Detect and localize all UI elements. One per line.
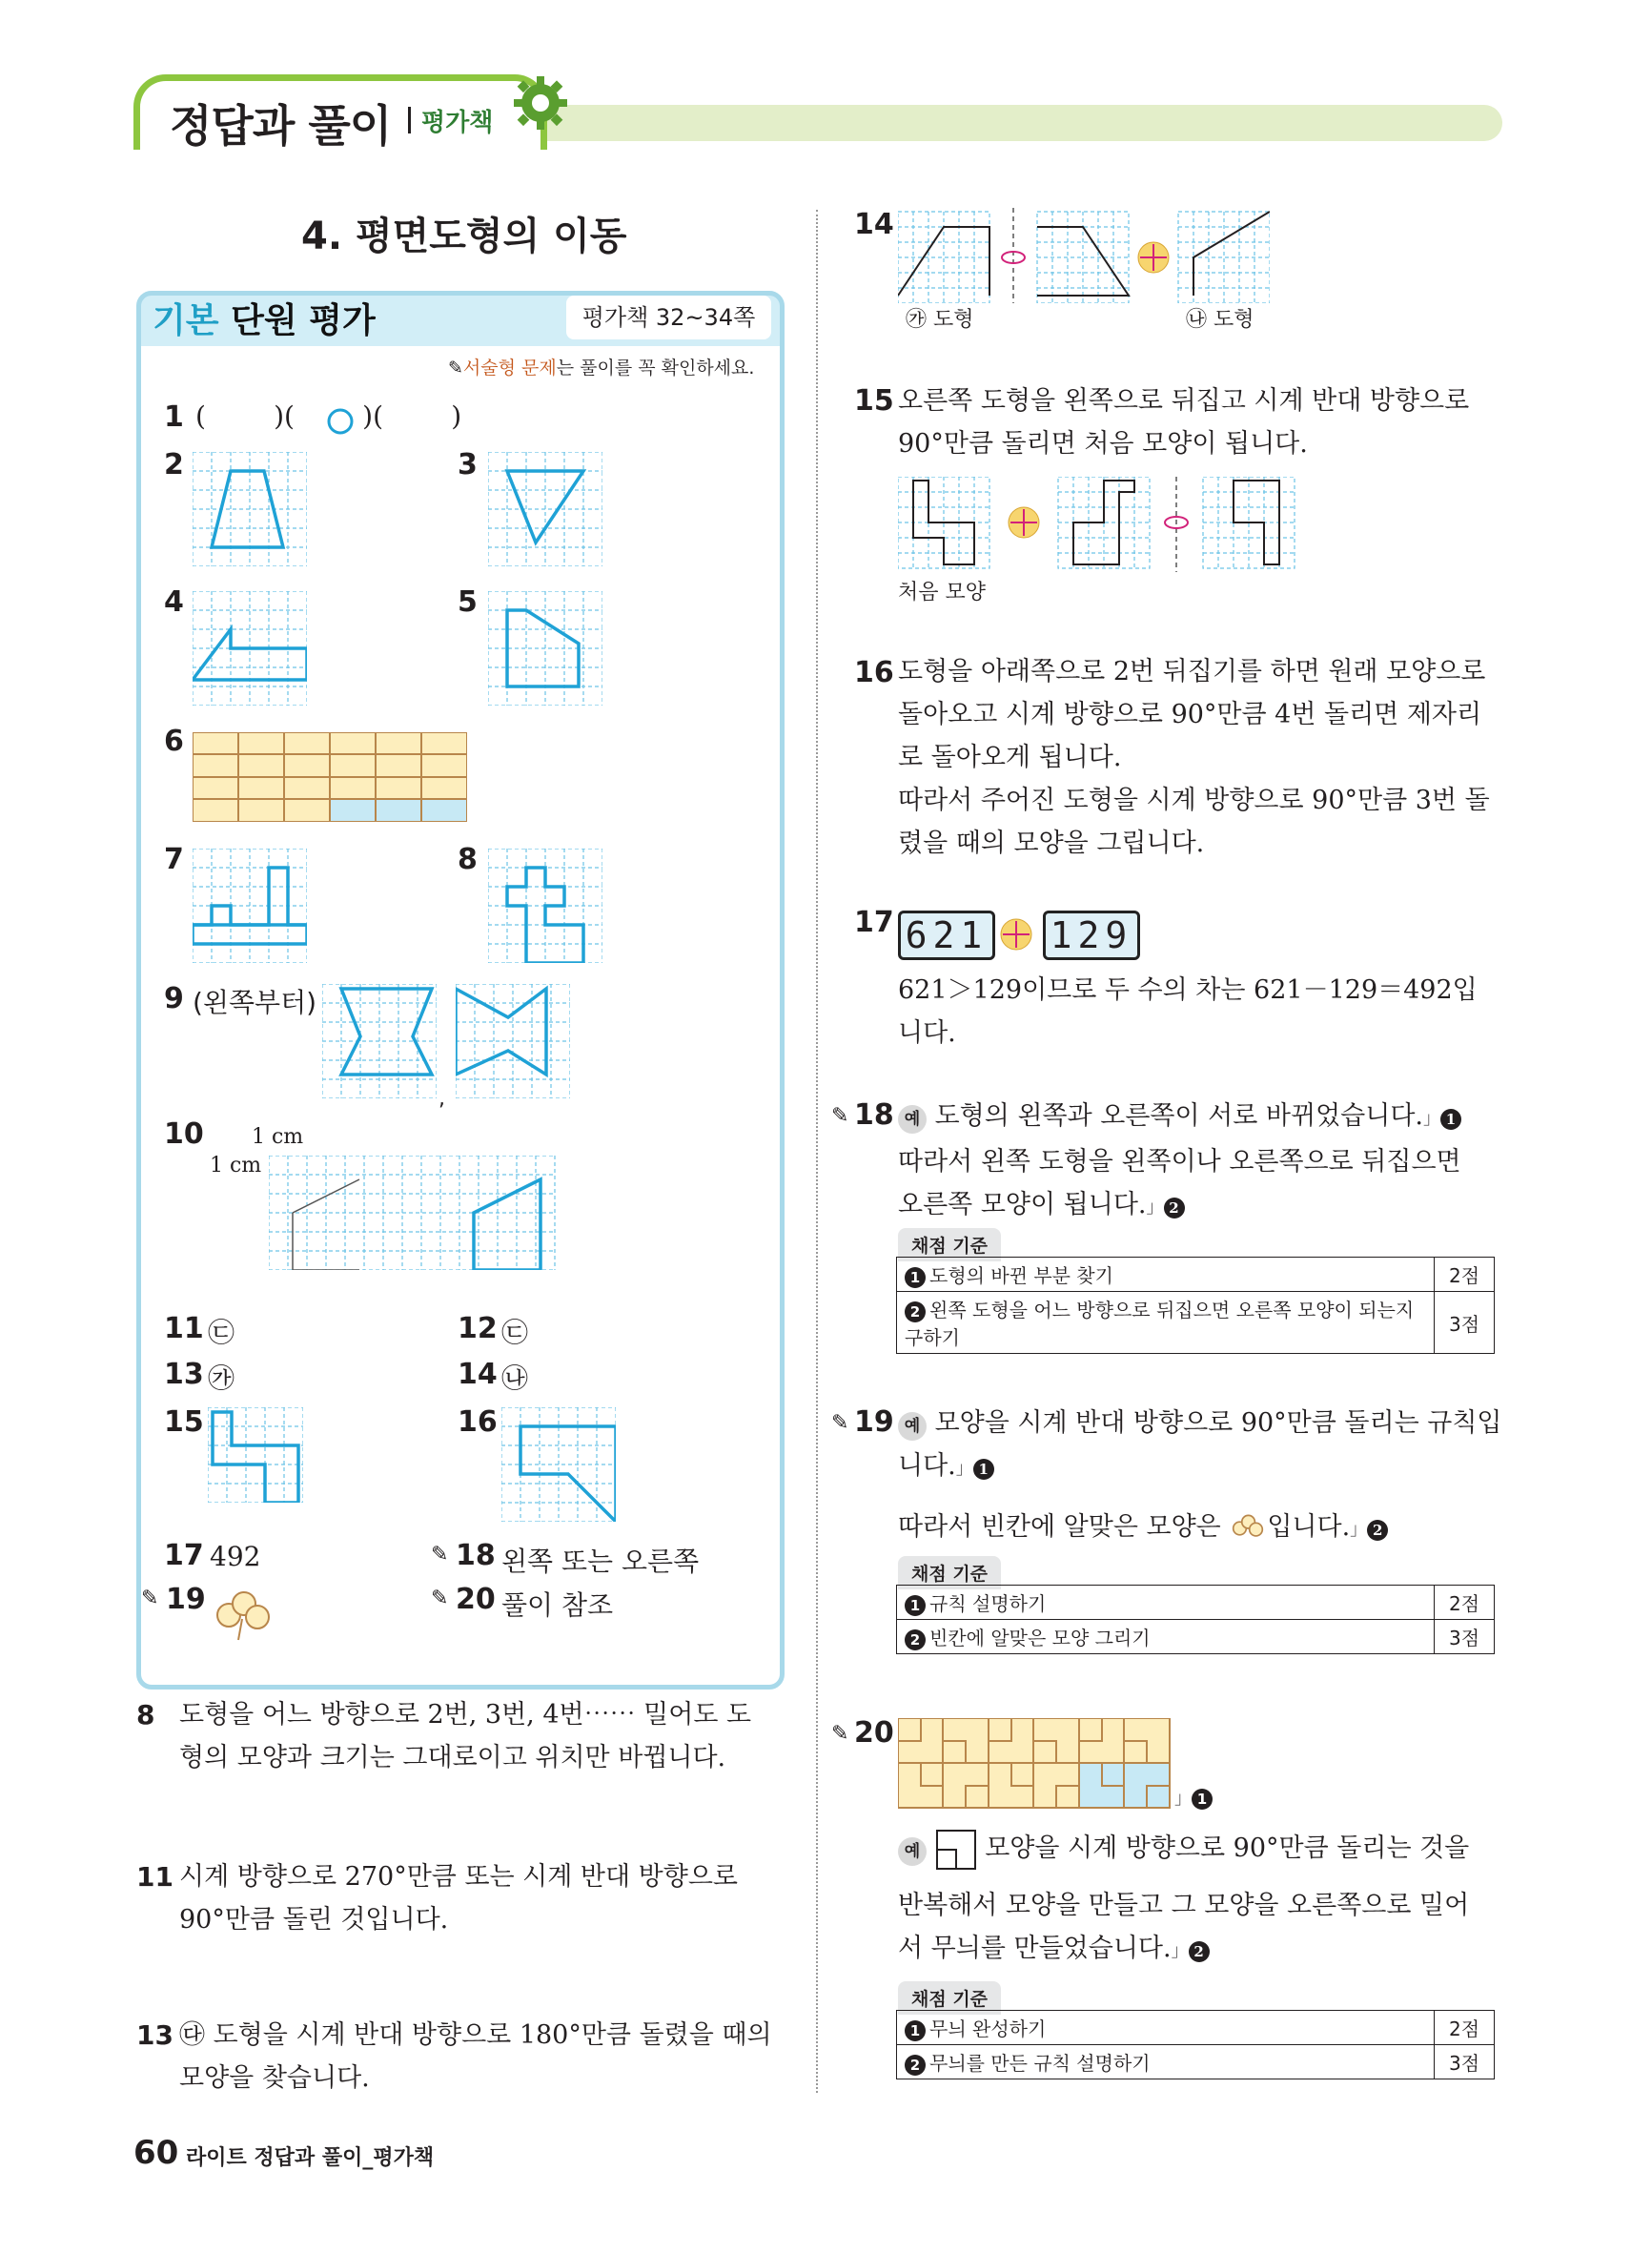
score-row: [897, 1292, 1495, 1354]
q5-number: 5: [458, 585, 478, 619]
exp11-number: 11: [136, 1861, 173, 1893]
score-points: 3점: [1435, 2045, 1495, 2079]
q18-answer: 왼쪽 또는 오른쪽: [501, 1546, 700, 1577]
q9-comma: ,: [438, 1087, 445, 1111]
page-number: 60: [133, 2134, 179, 2172]
q4-number: 4: [164, 585, 184, 619]
score-mark-1: 」 1: [956, 1459, 998, 1479]
header-separator: [408, 107, 411, 133]
q8-figure: [488, 849, 602, 963]
q17-lcd-before: 621: [898, 911, 995, 960]
score-criterion: 2 무늬를 만든 규칙 설명하기: [897, 2045, 1435, 2079]
q16-number: 16: [458, 1405, 498, 1439]
q20-line: 반복해서 모양을 만들고 그 모양을 오른쪽으로 밀어: [898, 1890, 1470, 1920]
q14-label-a: ㉮ 도형: [906, 308, 974, 332]
q17-number: 17: [164, 1539, 204, 1572]
q20-line: [898, 1927, 1469, 1973]
pencil-icon: ✎: [448, 358, 463, 379]
column-divider: [816, 210, 818, 2093]
header-bar: [534, 105, 1502, 141]
q15-line: 오른쪽 도형을 왼쪽으로 뒤집고 시계 반대 방향으로: [898, 386, 1470, 416]
note: [448, 354, 754, 379]
r15-number: 15: [854, 384, 894, 418]
score-points: 3점: [1435, 1620, 1495, 1654]
exp13-number: 13: [136, 2019, 173, 2051]
q14-label-b: ㉯ 도형: [1186, 308, 1254, 332]
section-title: 4. 평면도형의 이동: [301, 215, 627, 258]
q7-figure: [193, 849, 307, 963]
score-criterion: 1 규칙 설명하기: [897, 1586, 1435, 1620]
q18-line: 따라서 왼쪽 도형을 왼쪽이나 오른쪽으로 뒤집으면: [898, 1147, 1461, 1177]
exp13-text: [179, 2014, 772, 2099]
q12-answer: ㉢: [501, 1317, 529, 1348]
note-prefix: 서술형 문제: [462, 358, 557, 379]
exp8-line: 형의 모양과 크기는 그대로이고 위치만 바뀝니다.: [179, 1743, 726, 1772]
score-criterion: 1 무늬 완성하기: [897, 2011, 1435, 2045]
q1-answer: ( )( )( ): [195, 400, 462, 432]
score-row: [897, 2045, 1495, 2079]
circle-mark-icon: [325, 406, 356, 437]
example-badge: 예: [898, 1412, 927, 1441]
example-badge: 예: [898, 1837, 927, 1866]
pencil-icon: ✎: [431, 1543, 449, 1567]
q16-line: 따라서 주어진 도형을 시계 방향으로 90°만큼 3번 돌: [898, 786, 1490, 815]
note-rest: 는 풀이를 꼭 확인하세요.: [556, 358, 755, 379]
r20-number: 20: [854, 1716, 894, 1750]
q19-text: [898, 1402, 1502, 1551]
exp8-text: [179, 1693, 751, 1779]
q16-figure: [501, 1407, 616, 1522]
score-criterion: 2 빈칸에 알맞은 모양 그리기: [897, 1620, 1435, 1654]
exp11-line: 시계 방향으로 270°만큼 또는 시계 반대 방향으로: [179, 1862, 739, 1892]
box-title: [153, 294, 376, 342]
q17-text: [898, 969, 1478, 1055]
q20-line-text: 서 무늬를 만들었습니다.: [898, 1933, 1172, 1963]
pencil-icon: ✎: [831, 1411, 849, 1435]
q20-number: 20: [456, 1583, 496, 1616]
q20-line-text: 모양을 시계 방향으로 90°만큼 돌리는 것을: [985, 1833, 1470, 1863]
q17-lcd-after: 129: [1043, 911, 1140, 960]
q15-caption: 처음 모양: [898, 581, 987, 604]
q18-score-table: [896, 1257, 1495, 1354]
r19-number: 19: [854, 1405, 894, 1439]
q2-number: 2: [164, 448, 184, 481]
score-criterion: 2 왼쪽 도형을 어느 방향으로 뒤집으면 오른쪽 모양이 되는지 구하기: [897, 1292, 1435, 1354]
header-title: 정답과 풀이: [170, 100, 392, 152]
q19-line-text: 입니다.: [1267, 1512, 1351, 1542]
box-title-highlight: 기본: [153, 301, 219, 340]
q15-line: 90°만큼 돌리면 처음 모양이 됩니다.: [898, 429, 1308, 459]
q19-score-label: 채점 기준: [898, 1556, 1001, 1589]
exp13-line: 모양을 찾습니다.: [179, 2063, 370, 2093]
r17-number: 17: [854, 906, 894, 939]
score-mark-2: 」 2: [1350, 1520, 1392, 1540]
q20-text: [898, 1827, 1469, 1973]
q10-unit-y: 1 cm: [210, 1154, 262, 1178]
q19-line: [898, 1444, 1502, 1490]
gear-icon: [510, 72, 571, 133]
exp13-line: ㉰ 도형을 시계 반대 방향으로 180°만큼 돌렸을 때의: [179, 2020, 772, 2050]
q15-flip-diagram: [898, 477, 1298, 572]
q1-number: 1: [164, 400, 184, 434]
q20-score-table: [896, 2010, 1495, 2079]
q9-figure-a: [322, 984, 437, 1098]
q18-line-text: 도형의 왼쪽과 오른쪽이 서로 바뀌었습니다.: [934, 1101, 1423, 1131]
q7-number: 7: [164, 843, 184, 876]
score-points: 2점: [1435, 1258, 1495, 1292]
q18-line: [898, 1095, 1465, 1140]
page-reference: 평가책 32~34쪽: [566, 296, 771, 339]
q10-unit-x: 1 cm: [252, 1125, 304, 1149]
r14-number: 14: [854, 208, 894, 241]
q4-figure: [193, 591, 307, 706]
pencil-icon: ✎: [831, 1722, 849, 1746]
q16-text: [898, 650, 1490, 865]
q16-line: 도형을 아래쪽으로 2번 뒤집기를 하면 원래 모양으로: [898, 657, 1486, 686]
q20-unit-shape: [935, 1829, 977, 1871]
q9-figure-b: [456, 984, 570, 1098]
q11-answer: ㉢: [208, 1317, 235, 1348]
clover-shape-inline: [1229, 1512, 1267, 1545]
q19-line-text: 모양을 시계 반대 방향으로 90°만큼 돌리는 규칙입: [934, 1408, 1502, 1438]
q3-figure: [488, 452, 602, 566]
q9-prefix: (왼쪽부터): [193, 987, 317, 1018]
q16-line: 로 돌아오게 됩니다.: [898, 743, 1122, 772]
q20-score-label: 채점 기준: [898, 1981, 1001, 2015]
q20-answer: 풀이 참조: [501, 1589, 614, 1621]
score-row: [897, 1258, 1495, 1292]
score-points: 2점: [1435, 1586, 1495, 1620]
q15-figure: [208, 1407, 303, 1503]
exp11-line: 90°만큼 돌린 것입니다.: [179, 1905, 449, 1935]
q18-line: [898, 1183, 1465, 1229]
q11-number: 11: [164, 1312, 204, 1345]
q19-line: [898, 1505, 1502, 1551]
score-mark-1: 」 1: [1174, 1785, 1216, 1810]
q3-number: 3: [458, 448, 478, 481]
footer-text: 라이트 정답과 풀이_평가책: [186, 2146, 435, 2170]
q13-number: 13: [164, 1358, 204, 1391]
score-points: 2점: [1435, 2011, 1495, 2045]
q15-number: 15: [164, 1405, 204, 1439]
q6-number: 6: [164, 725, 184, 758]
header-subtitle: 평가책: [421, 109, 494, 137]
q16-line: 렸을 때의 모양을 그립니다.: [898, 829, 1205, 858]
q20-pattern: [898, 1718, 1174, 1813]
score-row: [897, 2011, 1495, 2045]
q6-tile-pattern: [193, 732, 467, 822]
q8-number: 8: [458, 843, 478, 876]
q17-answer: 492: [210, 1541, 261, 1572]
score-row: [897, 1620, 1495, 1654]
q18-score-label: 채점 기준: [898, 1228, 1001, 1261]
q9-number: 9: [164, 982, 184, 1015]
r16-number: 16: [854, 656, 894, 689]
q20-line: [898, 1827, 1469, 1871]
score-criterion: 1 도형의 바뀐 부분 찾기: [897, 1258, 1435, 1292]
pencil-icon: ✎: [831, 1104, 849, 1128]
q17-line: 니다.: [898, 1018, 956, 1048]
pencil-icon: ✎: [431, 1587, 449, 1610]
score-mark-1: 」 1: [1423, 1109, 1465, 1129]
score-mark-2: 」 2: [1147, 1198, 1189, 1218]
clover-shape: [210, 1587, 276, 1644]
q19-number: 19: [166, 1583, 206, 1616]
exp8-line: 도형을 어느 방향으로 2번, 3번, 4번⋯⋯ 밀어도 도: [179, 1700, 752, 1730]
r18-number: 18: [854, 1098, 894, 1132]
q12-number: 12: [458, 1312, 498, 1345]
example-badge: 예: [898, 1105, 927, 1134]
q18-number: 18: [456, 1539, 496, 1572]
q2-figure: [193, 452, 307, 566]
q19-line: [898, 1402, 1502, 1444]
box-title-rest: 단원 평가: [218, 301, 376, 340]
score-row: [897, 1586, 1495, 1620]
exp8-number: 8: [136, 1699, 155, 1731]
q10-number: 10: [164, 1117, 204, 1151]
q15-text: [898, 379, 1469, 465]
q14-number: 14: [458, 1358, 498, 1391]
q13-answer: ㉮: [208, 1362, 235, 1394]
q5-figure: [488, 591, 602, 706]
rotate-half-icon: [999, 917, 1033, 952]
score-mark-2: 」 2: [1172, 1941, 1214, 1961]
pencil-icon: ✎: [141, 1587, 159, 1610]
q17-line: 621＞129이므로 두 수의 차는 621－129＝492입: [898, 975, 1478, 1005]
score-points: 3점: [1435, 1292, 1495, 1354]
q19-line-text: 니다.: [898, 1451, 956, 1481]
q16-line: 돌아오고 시계 방향으로 90°만큼 4번 돌리면 제자리: [898, 700, 1482, 729]
q18-text: [898, 1095, 1465, 1229]
q19-line-text: 따라서 빈칸에 알맞은 모양은: [898, 1512, 1221, 1542]
q10-figure: [269, 1156, 564, 1270]
q14-rotation-diagram: [898, 208, 1270, 303]
exp11-text: [179, 1855, 738, 1941]
q14-answer: ㉯: [501, 1362, 529, 1394]
q18-line-text: 오른쪽 모양이 됩니다.: [898, 1190, 1147, 1219]
q19-score-table: [896, 1585, 1495, 1654]
